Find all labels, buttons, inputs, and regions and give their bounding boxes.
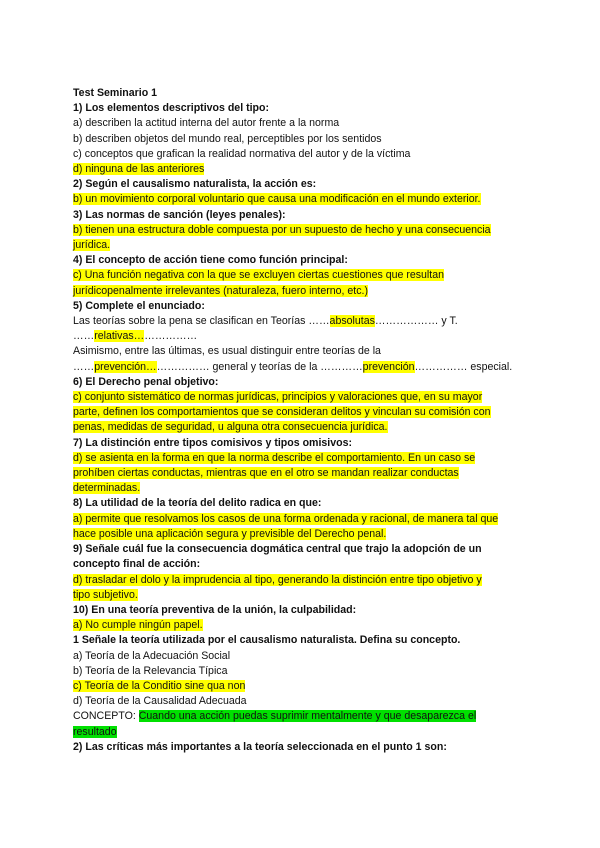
- answer-10: a) No cumple ningún papel.: [73, 619, 203, 632]
- answer-7-line-2: prohíben ciertas conductas, mientras que en el otro se mandan realizar conductas: [73, 467, 459, 480]
- section-option-d: d) Teoría de la Causalidad Adecuada: [73, 695, 247, 708]
- fill-answer-relativas: relativas…: [94, 330, 145, 343]
- answer-3-line-2: jurídica.: [73, 239, 111, 252]
- option-1a: a) describen la actitud interna del autor frente a la norma: [73, 117, 340, 130]
- question-8: 8) La utilidad de la teoría del delito radica en que:: [73, 497, 322, 510]
- question-5: 5) Complete el enunciado:: [73, 299, 205, 312]
- question-4: 4) El concepto de acción tiene como función principal:: [73, 254, 348, 267]
- section-question-2: 2) Las críticas más importantes a la teoría seleccionada en el punto 1 son:: [73, 740, 447, 753]
- question-1: 1) Los elementos descriptivos del tipo:: [73, 102, 270, 115]
- concept-answer-line-2: resultado: [73, 725, 117, 738]
- fill-line-2: ……relativas………………: [73, 330, 198, 343]
- question-6: 6) El Derecho penal objetivo:: [73, 375, 219, 388]
- fill-answer-absolutas: absolutas: [329, 315, 375, 328]
- option-1b: b) describen objetos del mundo real, perceptibles por los sentidos: [73, 132, 382, 145]
- section-option-b: b) Teoría de la Relevancia Típica: [73, 664, 228, 677]
- fill-line-4: ……prevención……………… general y teorías de la …………prevención…………… especial.: [73, 360, 513, 373]
- document-content: [73, 86, 528, 755]
- fill-line-1: Las teorías sobre la pena se clasifican en Teorías ……absolutas……………… y T.: [73, 315, 458, 328]
- answer-4-line-2: jurídicopenalmente irrelevantes (naturaleza, fuero interno, etc.): [73, 284, 369, 297]
- section-answer-c: c) Teoría de la Conditio sine qua non: [73, 679, 246, 692]
- concept-answer-line-1: Cuando una acción puedas suprimir mentalmente y que desaparezca el: [138, 710, 477, 723]
- concept-label: CONCEPTO:: [73, 710, 136, 723]
- document-title: Test Seminario 1: [73, 87, 157, 99]
- question-9-line-1: 9) Señale cuál fue la consecuencia dogmática central que trajo la adopción de un: [73, 543, 482, 556]
- answer-8-line-2: hace posible una aplicación segura y previsible del Derecho penal.: [73, 527, 387, 540]
- fill-answer-prevencion-general: prevención…: [94, 360, 157, 373]
- question-9-line-2: concepto final de acción:: [73, 558, 201, 571]
- answer-1: d) ninguna de las anteriores: [73, 163, 205, 176]
- section-question-1: 1 Señale la teoría utilizada por el causalismo naturalista. Defina su concepto.: [73, 634, 461, 647]
- question-10: 10) En una teoría preventiva de la unión, la culpabilidad:: [73, 603, 357, 616]
- answer-7-line-1: d) se asienta en la forma en que la norma describe el comportamiento. En un caso se: [73, 451, 476, 464]
- answer-9-line-2: tipo subjetivo.: [73, 588, 138, 601]
- answer-6-line-3: penas, medidas de seguridad, u alguna otra consecuencia jurídica.: [73, 421, 388, 434]
- question-3: 3) Las normas de sanción (leyes penales):: [73, 208, 286, 221]
- section-option-a: a) Teoría de la Adecuación Social: [73, 649, 231, 662]
- answer-8-line-1: a) permite que resolvamos los casos de una forma ordenada y racional, de manera tal que: [73, 512, 499, 525]
- answer-2: b) un movimiento corporal voluntario que causa una modificación en el mundo exterior.: [73, 193, 481, 206]
- fill-answer-prevencion-especial: prevención: [362, 360, 415, 373]
- answer-4-line-1: c) Una función negativa con la que se excluyen ciertas cuestiones que resultan: [73, 269, 445, 282]
- question-7: 7) La distinción entre tipos comisivos y tipos omisivos:: [73, 436, 353, 449]
- answer-6-line-2: parte, definen los comportamientos que se consideran delitos y vinculan su comisión con: [73, 406, 491, 419]
- option-1c: c) conceptos que grafican la realidad normativa del autor y de la víctima: [73, 147, 411, 160]
- question-2: 2) Según el causalismo naturalista, la acción es:: [73, 178, 317, 191]
- answer-6-line-1: c) conjunto sistemático de normas jurídicas, principios y valoraciones que, en su mayor: [73, 391, 483, 404]
- fill-line-3: Asimismo, entre las últimas, es usual distinguir entre teorías de la: [73, 345, 381, 358]
- answer-7-line-3: determinadas.: [73, 482, 141, 495]
- concept-line-1: [73, 709, 528, 724]
- answer-9-line-1: d) trasladar el dolo y la imprudencia al tipo, generando la distinción entre tipo objetivo y: [73, 573, 482, 586]
- answer-3-line-1: b) tienen una estructura doble compuesta por un supuesto de hecho y una consecuencia: [73, 223, 491, 236]
